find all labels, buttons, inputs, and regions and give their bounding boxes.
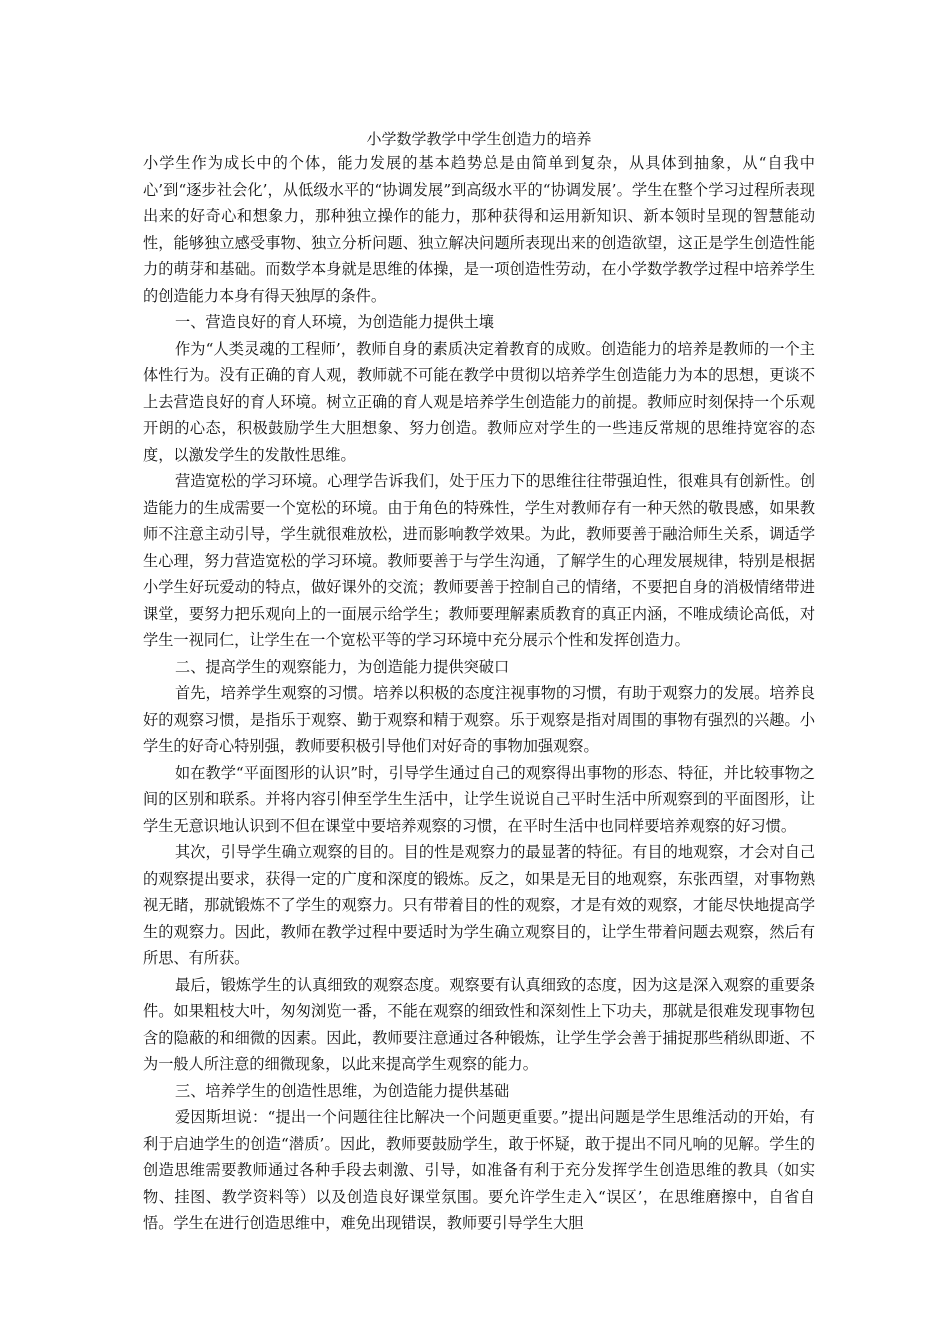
intro-paragraph: 小学生作为成长中的个体，能力发展的基本趋势总是由简单到复杂，从具体到抽象，从“自我中心’到“逐步社会化’，从低级水平的“协调发展”到高级水平的“协调发展’。学生在整个学习过程所表现出来的好奇心和想象力，那种独立操作的能力，那种获得和运用新知识、新本领时呈现的智慧能动性，能够独立感受事物、独立分析问题、独立解决问题所表现出来的创造欲望，这正是学生创造性能力的萌芽和基础。而数学本身就是思维的体操，是一项创造性劳动，在小学数学教学过程中培养学生的创造能力本身有得天独厚的条件。 [143,154,815,305]
document-title: 小学数学教学中学生创造力的培养 [366,130,592,148]
section-2-paragraph-1: 首先，培养学生观察的习惯。培养以积极的态度注视事物的习惯，有助于观察力的发展。培养良好的观察习惯，是指乐于观察、勤于观察和精于观察。乐于观察是指对周围的事物有强烈的兴趣。小学生的好奇心特别强，教师要积极引导他们对好奇的事物加强观察。 [143,684,815,755]
section-1-paragraph-2: 营造宽松的学习环境。心理学告诉我们，处于压力下的思维往往带强迫性，很难具有创新性。创造能力的生成需要一个宽松的环境。由于角色的特殊性，学生对教师存有一种天然的敬畏感，如果教师不注意主动引导，学生就很难放松，进而影响教学效果。为此，教师要善于融洽师生关系，调适学生心理，努力营造宽松的学习环境。教师要善于与学生沟通，了解学生的心理发展规律，特别是根据小学生好玩爱动的特点，做好课外的交流；教师要善于控制自己的情绪，不要把自身的消极情绪带进课堂，要努力把乐观向上的一面展示给学生；教师要理解素质教育的真正内涵，不唯成绩论高低，对学生一视同仁，让学生在一个宽松平等的学习环境中充分展示个性和发挥创造力。 [143,472,815,649]
section-2-paragraph-3: 其次，引导学生确立观察的目的。目的性是观察力的最显著的特征。有目的地观察，才会对自己的观察提出要求，获得一定的广度和深度的锻炼。反之，如果是无目的地观察，东张西望，对事物熟视无睹，那就锻炼不了学生的观察力。只有带着目的性的观察，才是有效的观察，才能尽快地提高学生的观察力。因此，教师在教学过程中要适时为学生确立观察目的，让学生带着问题去观察，然后有所思、有所获。 [143,843,815,967]
section-2-paragraph-2: 如在教学“平面图形的认识”时，引导学生通过自己的观察得出事物的形态、特征，并比较事物之间的区别和联系。并将内容引伸至学生生活中，让学生说说自己平时生活中所观察到的平面图形，让学生无意识地认识到不但在课堂中要培养观察的习惯，在平时生活中也同样要培养观察的好习惯。 [143,763,815,835]
section-3-paragraph-1: 爱因斯坦说：“提出一个问题往往比解决一个问题更重要。”提出问题是学生思维活动的开始，有利于启迪学生的创造“潜质’。因此，教师要鼓励学生，敢于怀疑，敢于提出不同凡响的见解。学生的创造思维需要教师通过各种手段去刺激、引导，如准备有利于充分发挥学生创造思维的教具（如实物、挂图、教学资料等）以及创造良好课堂氛围。要允许学生走入“误区’，在思维磨擦中，自省自悟。学生在进行创造思维中，难免出现错误，教师要引导学生大胆 [143,1108,815,1232]
document-body [143,128,815,1237]
section-3-heading: 三、培养学生的创造性思维，为创造能力提供基础 [175,1081,510,1100]
section-1-paragraph-1: 作为“人类灵魂的工程师’，教师自身的素质决定着教育的成败。创造能力的培养是教师的一个主体性行为。没有正确的育人观，教师就不可能在教学中贯彻以培养学生创造能力为本的思想，更谈不上去营造良好的育人环境。树立正确的育人观是培养学生创造能力的前提。教师应时刻保持一个乐观开朗的心态，积极鼓励学生大胆想象、努力创造。教师应对学生的一些违反常规的思维持宽容的态度，以激发学生的发散性思维。 [143,339,815,464]
section-2-heading: 二、提高学生的观察能力，为创造能力提供突破口 [175,657,510,676]
section-1-heading: 一、营造良好的育人环境，为创造能力提供土壤 [175,313,494,331]
section-2-paragraph-4: 最后，锻炼学生的认真细致的观察态度。观察要有认真细致的态度，因为这是深入观察的重要条件。如果粗枝大叶，匆匆浏览一番，不能在观察的细致性和深刻性上下功夫，那就是很难发现事物包含的隐蔽的和细微的因素。因此，教师要注意通过各种锻炼，让学生学会善于捕捉那些稍纵即逝、不为一般人所注意的细微现象，以此来提高学生观察的能力。 [143,975,815,1073]
